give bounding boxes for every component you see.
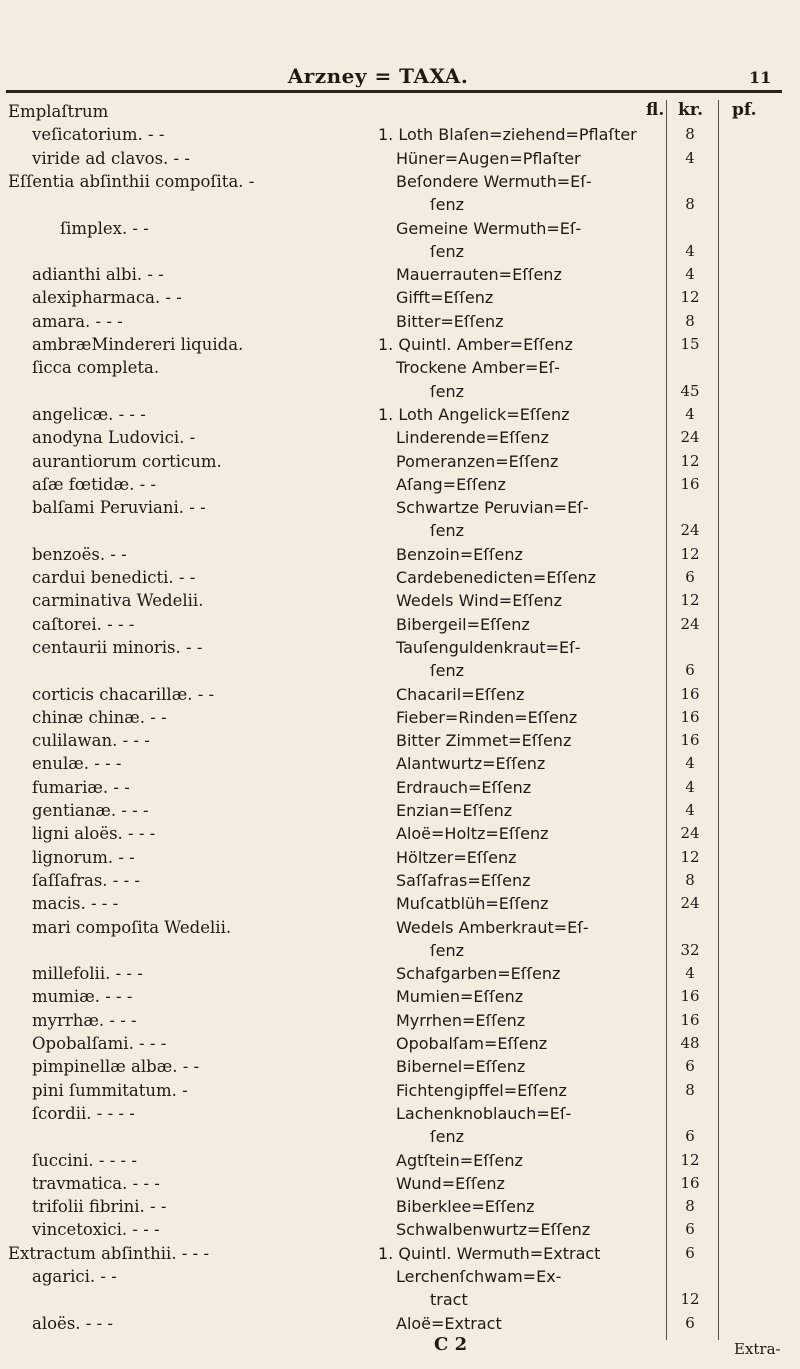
table-row — [0, 428, 800, 452]
german-name: Aſang=Eſſenz — [396, 474, 506, 494]
latin-name: amara. - - - — [32, 311, 123, 331]
table-row — [0, 615, 800, 639]
table-row — [0, 1151, 800, 1175]
latin-name: benzoës. - - — [32, 544, 127, 564]
table-row — [0, 102, 800, 126]
latin-name: centaurii minoris. - - — [32, 637, 203, 657]
table-row — [0, 288, 800, 312]
price-kreuzer: 4 — [685, 754, 695, 773]
latin-name: angelicæ. - - - — [32, 404, 146, 424]
table-row — [0, 1081, 800, 1105]
latin-name: corticis chacarillæ. - - — [32, 684, 215, 704]
german-name: ſenz — [430, 381, 465, 401]
german-name: Schafgarben=Eſſenz — [396, 964, 561, 984]
latin-name: mumiæ. - - - — [32, 987, 133, 1007]
table-row — [0, 754, 800, 778]
latin-name: millefolii. - - - — [32, 964, 143, 984]
table-row — [0, 1034, 800, 1058]
price-kreuzer: 16 — [680, 987, 700, 1006]
table-row — [0, 871, 800, 895]
german-name: ſenz — [430, 195, 465, 215]
german-name: Lerchenſchwam=Ex- — [396, 1267, 562, 1286]
latin-name: cardui benedicti. - - — [32, 568, 196, 587]
price-kreuzer: 12 — [680, 847, 700, 866]
latin-name: caſtorei. - - - — [32, 614, 135, 634]
german-name: ſenz — [430, 940, 465, 960]
latin-name: adianthi albi. - - — [32, 265, 164, 285]
table-row — [0, 591, 800, 615]
price-kreuzer: 4 — [685, 404, 695, 423]
latin-name: Emplaſtrum — [8, 102, 109, 121]
german-name: Bibernel=Eſſenz — [396, 1057, 526, 1077]
german-name: Bitter Zimmet=Eſſenz — [396, 731, 572, 751]
price-kreuzer: 4 — [685, 241, 695, 260]
latin-name: fumariæ. - - — [32, 777, 130, 797]
latin-name: aloës. - - - — [32, 1313, 113, 1333]
table-row — [0, 1220, 800, 1244]
latin-name: ſuccini. - - - - — [32, 1150, 137, 1170]
table-row — [0, 312, 800, 336]
latin-name: macis. - - - — [32, 894, 119, 914]
german-name: Wund=Eſſenz — [396, 1173, 505, 1193]
table-row — [0, 265, 800, 289]
latin-name: balſami Peruviani. - - — [32, 498, 206, 518]
german-name: Biberklee=Eſſenz — [396, 1197, 535, 1217]
price-kreuzer: 16 — [680, 684, 700, 703]
latin-name: vincetoxici. - - - — [32, 1220, 160, 1240]
latin-name: ſicca completa. — [32, 358, 160, 378]
latin-name: Eſſentia abſinthii compoſita. - — [8, 171, 255, 191]
table-row — [0, 521, 800, 545]
column-header-kr: kr. — [678, 100, 704, 120]
table-row — [0, 941, 800, 965]
latin-name: alexipharmaca. - - — [32, 288, 182, 308]
german-name: Bibergeil=Eſſenz — [396, 614, 530, 634]
price-kreuzer: 8 — [685, 1197, 695, 1216]
price-kreuzer: 24 — [680, 428, 700, 447]
german-name: Linderende=Eſſenz — [396, 428, 549, 448]
table-row — [0, 545, 800, 569]
running-head — [0, 58, 800, 88]
german-name: Aloë=Holtz=Eſſenz — [396, 824, 549, 844]
table-row — [0, 172, 800, 196]
table-row — [0, 661, 800, 685]
latin-name: ligni aloës. - - - — [32, 824, 156, 844]
german-name: Mumien=Eſſenz — [396, 987, 524, 1007]
latin-name: ſimplex. - - — [60, 218, 149, 238]
price-kreuzer: 6 — [685, 1313, 695, 1332]
table-row — [0, 1057, 800, 1081]
table-row — [0, 1267, 800, 1291]
price-kreuzer: 6 — [685, 661, 695, 680]
price-kreuzer: 15 — [680, 335, 700, 353]
price-kreuzer: 6 — [685, 1057, 695, 1076]
price-kreuzer: 16 — [680, 707, 700, 726]
latin-name: culilawan. - - - — [32, 731, 150, 751]
table-row — [0, 1197, 800, 1221]
price-kreuzer: 12 — [680, 1150, 700, 1169]
table-row — [0, 778, 800, 802]
latin-name: chinæ chinæ. - - — [32, 707, 167, 727]
german-name: 1. Loth Angelick=Eſſenz — [378, 404, 570, 424]
german-name: Wedels Wind=Eſſenz — [396, 591, 562, 611]
price-kreuzer: 12 — [680, 288, 700, 307]
latin-name: pini ſummitatum. - — [32, 1080, 188, 1100]
latin-name: enulæ. - - - — [32, 754, 122, 774]
latin-name: pimpinellæ albæ. - - — [32, 1057, 200, 1077]
latin-name: agarici. - - — [32, 1267, 117, 1286]
price-kreuzer: 12 — [680, 544, 700, 563]
table-row — [0, 894, 800, 918]
column-header-pf: pf. — [732, 100, 757, 120]
page-number: 11 — [749, 68, 772, 87]
german-name: Tauſenguldenkraut=Eſ- — [396, 637, 581, 657]
german-name: Fieber=Rinden=Eſſenz — [396, 707, 578, 727]
german-name: Cardebenedicten=Eſſenz — [396, 568, 597, 587]
price-kreuzer: 8 — [685, 1080, 695, 1099]
price-kreuzer: 12 — [680, 1290, 700, 1309]
price-kreuzer: 48 — [680, 1034, 700, 1052]
german-name: ſenz — [430, 241, 465, 261]
german-name: Lachenknoblauch=Eſ- — [396, 1103, 572, 1123]
table-row — [0, 475, 800, 499]
table-row — [0, 149, 800, 173]
table-row — [0, 824, 800, 848]
table-row — [0, 918, 800, 942]
table-row — [0, 1290, 800, 1314]
latin-name: Extractum abſinthii. - - - — [8, 1243, 210, 1263]
german-name: Gifft=Eſſenz — [396, 288, 494, 308]
german-name: 1. Quintl. Wermuth=Extract — [378, 1243, 601, 1263]
latin-name: mari compoſita Wedelii. — [32, 917, 232, 937]
table-row — [0, 1174, 800, 1198]
german-name: Schwalbenwurtz=Eſſenz — [396, 1220, 591, 1240]
table-row — [0, 1314, 800, 1338]
german-name: Opobalſam=Eſſenz — [396, 1034, 548, 1053]
table-row — [0, 1244, 800, 1268]
price-kreuzer: 8 — [685, 311, 695, 330]
page-title: Arzney = TAXA. — [287, 64, 469, 88]
german-name: ſenz — [430, 661, 465, 681]
price-kreuzer: 24 — [680, 521, 700, 540]
table-row — [0, 964, 800, 988]
german-name: 1. Quintl. Amber=Eſſenz — [378, 335, 573, 354]
price-kreuzer: 4 — [685, 148, 695, 167]
latin-name: aurantiorum corticum. — [32, 451, 222, 471]
table-row — [0, 335, 800, 359]
table-row — [0, 219, 800, 243]
price-kreuzer: 12 — [680, 591, 700, 610]
latin-name: aſæ fœtidæ. - - — [32, 474, 156, 494]
german-name: Hüner=Augen=Pflaſter — [396, 148, 581, 168]
latin-name: veſicatorium. - - — [32, 125, 165, 145]
price-kreuzer: 16 — [680, 731, 700, 750]
german-name: tract — [430, 1290, 468, 1310]
price-kreuzer: 8 — [685, 195, 695, 214]
latin-name: lignorum. - - — [32, 847, 135, 867]
latin-name: ambræMindereri liquida. — [32, 335, 244, 354]
latin-name: gentianæ. - - - — [32, 801, 149, 820]
table-row — [0, 1011, 800, 1035]
german-name: 1. Loth Blaſen=ziehend=Pflaſter — [378, 125, 637, 145]
latin-name: ſaſſafras. - - - — [32, 870, 140, 890]
german-name: Gemeine Wermuth=Eſ- — [396, 218, 582, 238]
signature-mark: C 2 — [434, 1334, 468, 1355]
german-name: Saſſafras=Eſſenz — [396, 870, 531, 890]
german-name: Erdrauch=Eſſenz — [396, 777, 532, 797]
table-row — [0, 638, 800, 662]
table-row — [0, 801, 800, 825]
price-kreuzer: 6 — [685, 1243, 695, 1262]
latin-name: viride ad clavos. - - — [32, 148, 190, 168]
german-name: Enzian=Eſſenz — [396, 801, 513, 820]
table-row — [0, 358, 800, 382]
table-row — [0, 242, 800, 266]
german-name: Wedels Amberkraut=Eſ- — [396, 917, 589, 937]
table-row — [0, 195, 800, 219]
price-kreuzer: 24 — [680, 824, 700, 843]
price-kreuzer: 8 — [685, 125, 695, 144]
german-name: ſenz — [430, 1127, 465, 1147]
price-kreuzer: 16 — [680, 1173, 700, 1192]
german-name: Höltzer=Eſſenz — [396, 847, 517, 867]
table-row — [0, 731, 800, 755]
german-name: Agtſtein=Eſſenz — [396, 1150, 523, 1170]
german-name: Mauerrauten=Eſſenz — [396, 265, 562, 285]
table-row — [0, 405, 800, 429]
german-name: Chacaril=Eſſenz — [396, 684, 525, 704]
table-row — [0, 568, 800, 592]
german-name: Myrrhen=Eſſenz — [396, 1010, 526, 1030]
table-row — [0, 452, 800, 476]
latin-name: ſcordii. - - - - — [32, 1103, 135, 1123]
german-name: Aloë=Extract — [396, 1313, 502, 1333]
catchword: Extra- — [734, 1340, 781, 1358]
german-name: Fichtengipffel=Eſſenz — [396, 1080, 567, 1100]
table-row — [0, 987, 800, 1011]
latin-name: trifolii fibrini. - - — [32, 1197, 167, 1217]
table-row — [0, 1127, 800, 1151]
price-kreuzer: 16 — [680, 474, 700, 493]
latin-name: myrrhæ. - - - — [32, 1010, 137, 1030]
latin-name: Opobalſami. - - - — [32, 1034, 167, 1053]
german-name: Muſcatblüh=Eſſenz — [396, 894, 549, 914]
price-kreuzer: 24 — [680, 614, 700, 633]
german-name: Bitter=Eſſenz — [396, 311, 504, 331]
price-kreuzer: 4 — [685, 777, 695, 796]
german-name: Alantwurtz=Eſſenz — [396, 754, 546, 774]
german-name: Benzoin=Eſſenz — [396, 544, 523, 564]
german-name: Pomeranzen=Eſſenz — [396, 451, 559, 471]
price-kreuzer: 6 — [685, 568, 695, 586]
price-kreuzer: 6 — [685, 1220, 695, 1239]
latin-name: travmatica. - - - — [32, 1173, 160, 1193]
german-name: Beſondere Wermuth=Eſ- — [396, 171, 592, 191]
table-row — [0, 125, 800, 149]
latin-name: carminativa Wedelii. — [32, 591, 204, 611]
price-kreuzer: 4 — [685, 801, 695, 819]
table-row — [0, 1104, 800, 1128]
price-kreuzer: 32 — [680, 940, 700, 959]
price-kreuzer: 4 — [685, 964, 695, 983]
price-kreuzer: 4 — [685, 265, 695, 284]
table-row — [0, 382, 800, 406]
price-kreuzer: 12 — [680, 451, 700, 470]
column-header-fl: fl. — [646, 100, 665, 120]
price-kreuzer: 24 — [680, 894, 700, 913]
price-kreuzer: 6 — [685, 1127, 695, 1146]
german-name: ſenz — [430, 521, 465, 541]
table-row — [0, 498, 800, 522]
price-kreuzer: 8 — [685, 870, 695, 889]
table-row — [0, 848, 800, 872]
price-kreuzer: 16 — [680, 1010, 700, 1029]
latin-name: anodyna Ludovici. - — [32, 428, 196, 448]
german-name: Schwartze Peruvian=Eſ- — [396, 498, 589, 518]
table-row — [0, 685, 800, 709]
german-name: Trockene Amber=Eſ- — [396, 358, 560, 378]
price-kreuzer: 45 — [680, 381, 700, 400]
table-row — [0, 708, 800, 732]
header-rule — [6, 90, 782, 93]
